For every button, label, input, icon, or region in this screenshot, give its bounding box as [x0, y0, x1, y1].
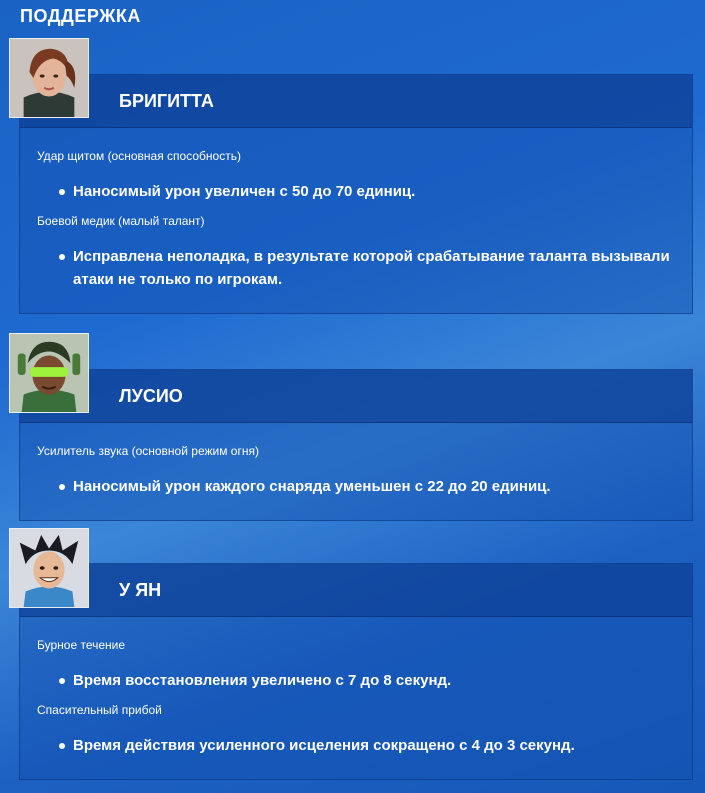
- hero-header: [20, 75, 692, 128]
- hero-card-wuyang: [19, 563, 693, 780]
- hero-card-brigitte: [19, 74, 693, 314]
- ability-title: Спасительный прибой: [37, 703, 162, 717]
- wuyang-portrait-icon: [9, 528, 89, 608]
- list-item: Наносимый урон каждого снаряда уменьшен с 22 до 20 единиц.: [73, 475, 692, 498]
- change-list: [37, 475, 692, 498]
- ability-title: Бурное течение: [37, 638, 126, 652]
- change-list: [37, 180, 692, 203]
- hero-name: ЛУСИО: [119, 386, 183, 406]
- hero-changes: [20, 617, 692, 779]
- change-list: [37, 734, 692, 757]
- change-list: [37, 669, 692, 692]
- list-item: Наносимый урон увеличен с 50 до 70 единиц.: [73, 180, 692, 203]
- hero-card-lucio: [19, 369, 693, 521]
- ability-title: Усилитель звука (основной режим огня): [37, 444, 259, 458]
- lucio-portrait-icon: [9, 333, 89, 413]
- list-item: Исправлена неполадка, в результате которой срабатывание таланта вызывали атаки не только по игрокам.: [73, 245, 692, 291]
- hero-header: [20, 564, 692, 617]
- ability-title: Удар щитом (основная способность): [37, 149, 241, 163]
- change-list: [37, 245, 692, 291]
- hero-name: У ЯН: [119, 580, 162, 600]
- brigitte-portrait-icon: [9, 38, 89, 118]
- list-item: Время восстановления увеличено с 7 до 8 секунд.: [73, 669, 692, 692]
- hero-changes: [20, 423, 692, 520]
- ability-title: Боевой медик (малый талант): [37, 214, 205, 228]
- hero-name: БРИГИТТА: [119, 91, 214, 111]
- hero-changes: [20, 128, 692, 313]
- hero-header: [20, 370, 692, 423]
- list-item: Время действия усиленного исцеления сокращено с 4 до 3 секунд.: [73, 734, 692, 757]
- page-title: ПОДДЕРЖКА: [20, 6, 141, 26]
